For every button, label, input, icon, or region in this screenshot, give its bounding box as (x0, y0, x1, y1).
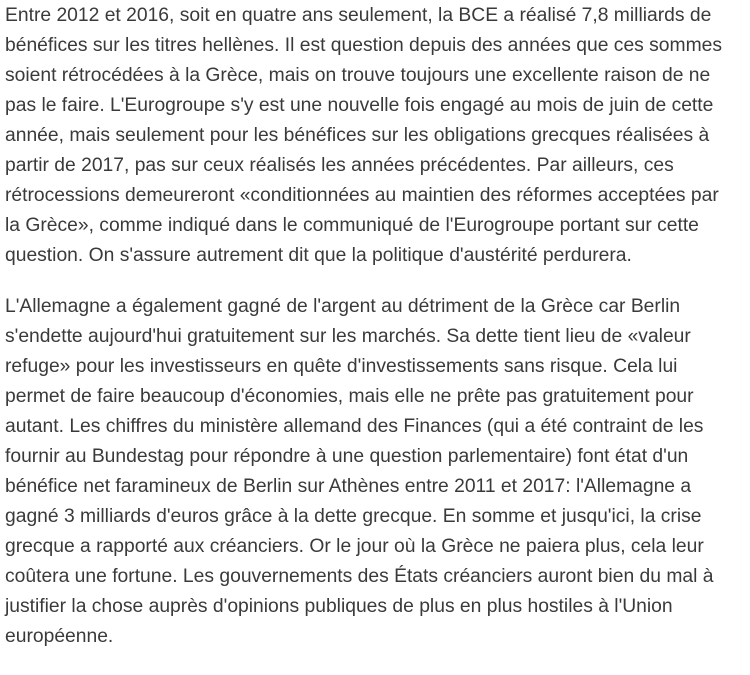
text-line: permet de faire beaucoup d'économies, mais elle ne prête pas gratuitement pour (5, 386, 694, 407)
text-line: refuge» pour les investisseurs en quête d'investissements sans risque. Cela lui (5, 356, 678, 377)
text-line: la Grèce», comme indiqué dans le communiqué de l'Eurogroupe portant sur cette (5, 215, 699, 236)
text-line: justifier la chose auprès d'opinions publiques de plus en plus hostiles à l'Union (5, 596, 673, 617)
paragraph-bce-benefits (5, 1, 750, 271)
text-line: grecque a rapporté aux créanciers. Or le jour où la Grèce ne paiera plus, cela leur (5, 536, 704, 557)
text-line: pas le faire. L'Eurogroupe s'y est une nouvelle fois engagé au mois de juin de cette (5, 95, 714, 116)
text-line: soient rétrocédées à la Grèce, mais on trouve toujours une excellente raison de ne (5, 65, 711, 86)
paragraph-germany-benefits (5, 292, 750, 652)
text-line: bénéfices sur les titres hellènes. Il est question depuis des années que ces sommes (5, 35, 723, 56)
text-line: Entre 2012 et 2016, soit en quatre ans seulement, la BCE a réalisé 7,8 milliards de (5, 5, 712, 26)
text-line: bénéfice net faramineux de Berlin sur Athènes entre 2011 et 2017: l'Allemagne a (5, 476, 692, 497)
text-line: partir de 2017, pas sur ceux réalisés les années précédentes. Par ailleurs, ces (5, 155, 674, 176)
text-line: rétrocessions demeureront «conditionnées au maintien des réformes acceptées par (5, 185, 719, 206)
text-line: autant. Les chiffres du ministère allemand des Finances (qui a été contraint de les (5, 416, 704, 437)
text-line: année, mais seulement pour les bénéfices sur les obligations grecques réalisées à (5, 125, 710, 146)
text-line: gagné 3 milliards d'euros grâce à la dette grecque. En somme et jusqu'ici, la crise (5, 506, 702, 527)
text-line: L'Allemagne a également gagné de l'argent au détriment de la Grèce car Berlin (5, 296, 681, 317)
text-line: européenne. (5, 626, 114, 647)
text-line: fournir au Bundestag pour répondre à une question parlementaire) font état d'un (5, 446, 689, 467)
text-line: question. On s'assure autrement dit que la politique d'austérité perdurera. (5, 245, 632, 266)
text-line: s'endette aujourd'hui gratuitement sur les marchés. Sa dette tient lieu de «valeur (5, 326, 691, 347)
text-line: coûtera une fortune. Les gouvernements des États créanciers auront bien du mal à (5, 566, 714, 587)
